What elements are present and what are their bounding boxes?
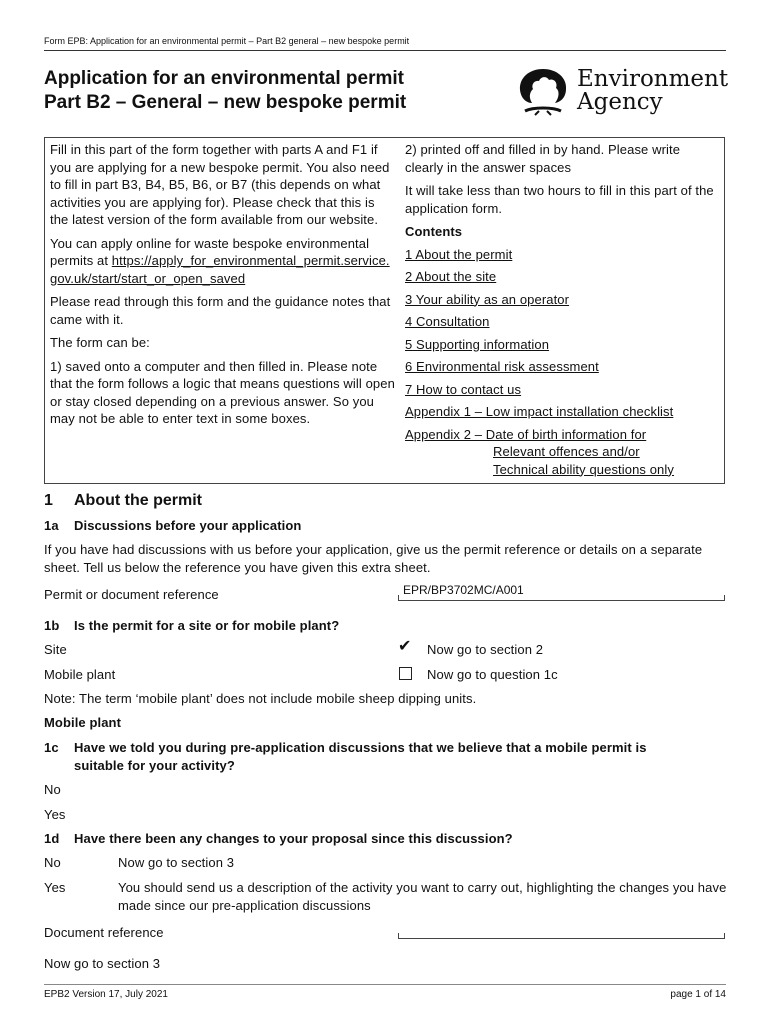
section-1-title: About the permit — [74, 492, 202, 509]
document-reference-label: Document reference — [44, 925, 164, 940]
contents-link-appendix-1[interactable]: Appendix 1 – Low impact installation checklist — [405, 404, 674, 419]
question-1b-title: Is the permit for a site or for mobile plant? — [74, 618, 340, 633]
question-1d-yes-instructions: You should send us a description of the activity you want to carry out, highlighting the changes you have made since our pre-application discussions — [118, 880, 727, 913]
contents-link-section-3[interactable]: 3 Your ability as an operator — [405, 291, 570, 307]
question-1c-number: 1c — [44, 740, 59, 755]
question-1d-title: Have there been any changes to your proposal since this discussion? — [74, 831, 513, 846]
intro-right-column — [405, 141, 720, 478]
site-label: Site — [44, 642, 67, 657]
site-next-step: Now go to section 2 — [427, 642, 544, 657]
go-to-section-3: Now go to section 3 — [44, 956, 161, 971]
footer-divider — [44, 984, 726, 985]
footer-page-number: page 1 of 14 — [670, 989, 726, 1000]
contents-link-section-1[interactable]: 1 About the permit — [405, 246, 513, 262]
environment-agency-logo-icon — [515, 65, 571, 117]
intro-left-column — [50, 141, 395, 434]
question-1a-text: If you have had discussions with us before your application, give us the permit reference or details on a separate sheet. Tell us below the reference you have given this extra sheet. — [44, 542, 703, 575]
question-1d-number: 1d — [44, 831, 60, 846]
question-1d-no-next-step: Now go to section 3 — [118, 855, 235, 870]
logo-wordmark — [577, 68, 728, 114]
intro-paragraph-2 — [50, 235, 395, 288]
question-1d-yes[interactable]: Yes — [44, 880, 66, 895]
mobile-plant-next-step: Now go to question 1c — [427, 667, 558, 682]
contents-link-appendix-2[interactable]: Appendix 2 – Date of birth information for — [405, 426, 647, 442]
form-header: Form EPB: Application for an environmental permit – Part B2 general – new bespoke permit — [44, 36, 410, 46]
contents-link-section-7[interactable]: 7 How to contact us — [405, 381, 522, 397]
title-line-1: Application for an environmental permit — [44, 68, 404, 89]
title-line-2: Part B2 – General – new bespoke permit — [44, 92, 407, 113]
question-1d-no[interactable]: No — [44, 855, 61, 870]
contents-link-section-6[interactable]: 6 Environmental risk assessment — [405, 359, 599, 374]
contents-link-section-4[interactable]: 4 Consultation — [405, 314, 490, 329]
header-divider — [44, 50, 726, 51]
intro-paragraph-3: Please read through this form and the guidance notes that came with it. — [50, 294, 391, 327]
permit-reference-value: EPR/BP3702MC/A001 — [403, 583, 524, 597]
section-1-number: 1 — [44, 492, 53, 509]
contents-heading: Contents — [405, 224, 463, 239]
intro-paragraph-7: It will take less than two hours to fill in this part of the application form. — [405, 183, 714, 216]
contents-link-appendix-2-line-3[interactable]: Technical ability questions only — [493, 461, 674, 477]
intro-online-text: You can apply online for waste bespoke environmental permits at — [50, 235, 370, 268]
question-1c-no[interactable]: No — [44, 782, 61, 797]
question-1c-yes[interactable]: Yes — [44, 807, 66, 822]
mobile-plant-note: Note: The term ‘mobile plant’ does not include mobile sheep dipping units. — [44, 691, 477, 706]
question-1a-number: 1a — [44, 518, 59, 533]
site-checkbox-checked[interactable]: ✔ — [398, 638, 412, 655]
contents-link-appendix-2-line-2[interactable]: Relevant offences and/or — [493, 444, 640, 459]
intro-paragraph-5: 1) saved onto a computer and then filled in. Please note that the form follows a logic that means questions will open or stay closed depending on a previous answer. So you may not be able to enter text in some boxes. — [50, 358, 395, 426]
question-1b-number: 1b — [44, 618, 60, 633]
mobile-plant-heading: Mobile plant — [44, 715, 122, 730]
mobile-plant-label: Mobile plant — [44, 667, 116, 682]
logo-line-1: Environment — [577, 66, 729, 92]
question-1c-title-line-1: Have we told you during pre-application discussions that we believe that a mobile permit is — [74, 740, 647, 755]
contents-list — [405, 246, 720, 479]
contents-link-section-5[interactable]: 5 Supporting information — [405, 336, 550, 352]
document-reference-input[interactable] — [398, 922, 725, 939]
question-1a-title: Discussions before your application — [74, 518, 302, 533]
question-1c-title — [74, 739, 734, 774]
permit-reference-label: Permit or document reference — [44, 587, 219, 602]
contents-link-section-2[interactable]: 2 About the site — [405, 269, 497, 284]
intro-paragraph-1: Fill in this part of the form together with parts A and F1 if you are applying for a new bespoke permit. You also need to fill in part B3, B4, B5, B6, or B7 (this depends on what activities you are applying for). Please check that this is the latest version of the form available from our website. — [50, 142, 390, 227]
intro-box — [44, 137, 725, 484]
question-1c-title-line-2: suitable for your activity? — [74, 757, 235, 773]
online-permit-link[interactable]: https://apply_for_environmental_permit.service.gov.uk/start/start_or_open_saved — [50, 253, 390, 286]
intro-paragraph-6: 2) printed off and filled in by hand. Please write clearly in the answer spaces — [405, 142, 681, 175]
page-title — [44, 67, 406, 115]
mobile-plant-checkbox[interactable] — [399, 667, 412, 680]
logo-line-2: Agency — [577, 89, 663, 115]
footer-version: EPB2 Version 17, July 2021 — [44, 989, 168, 1000]
intro-paragraph-4: The form can be: — [50, 335, 150, 350]
